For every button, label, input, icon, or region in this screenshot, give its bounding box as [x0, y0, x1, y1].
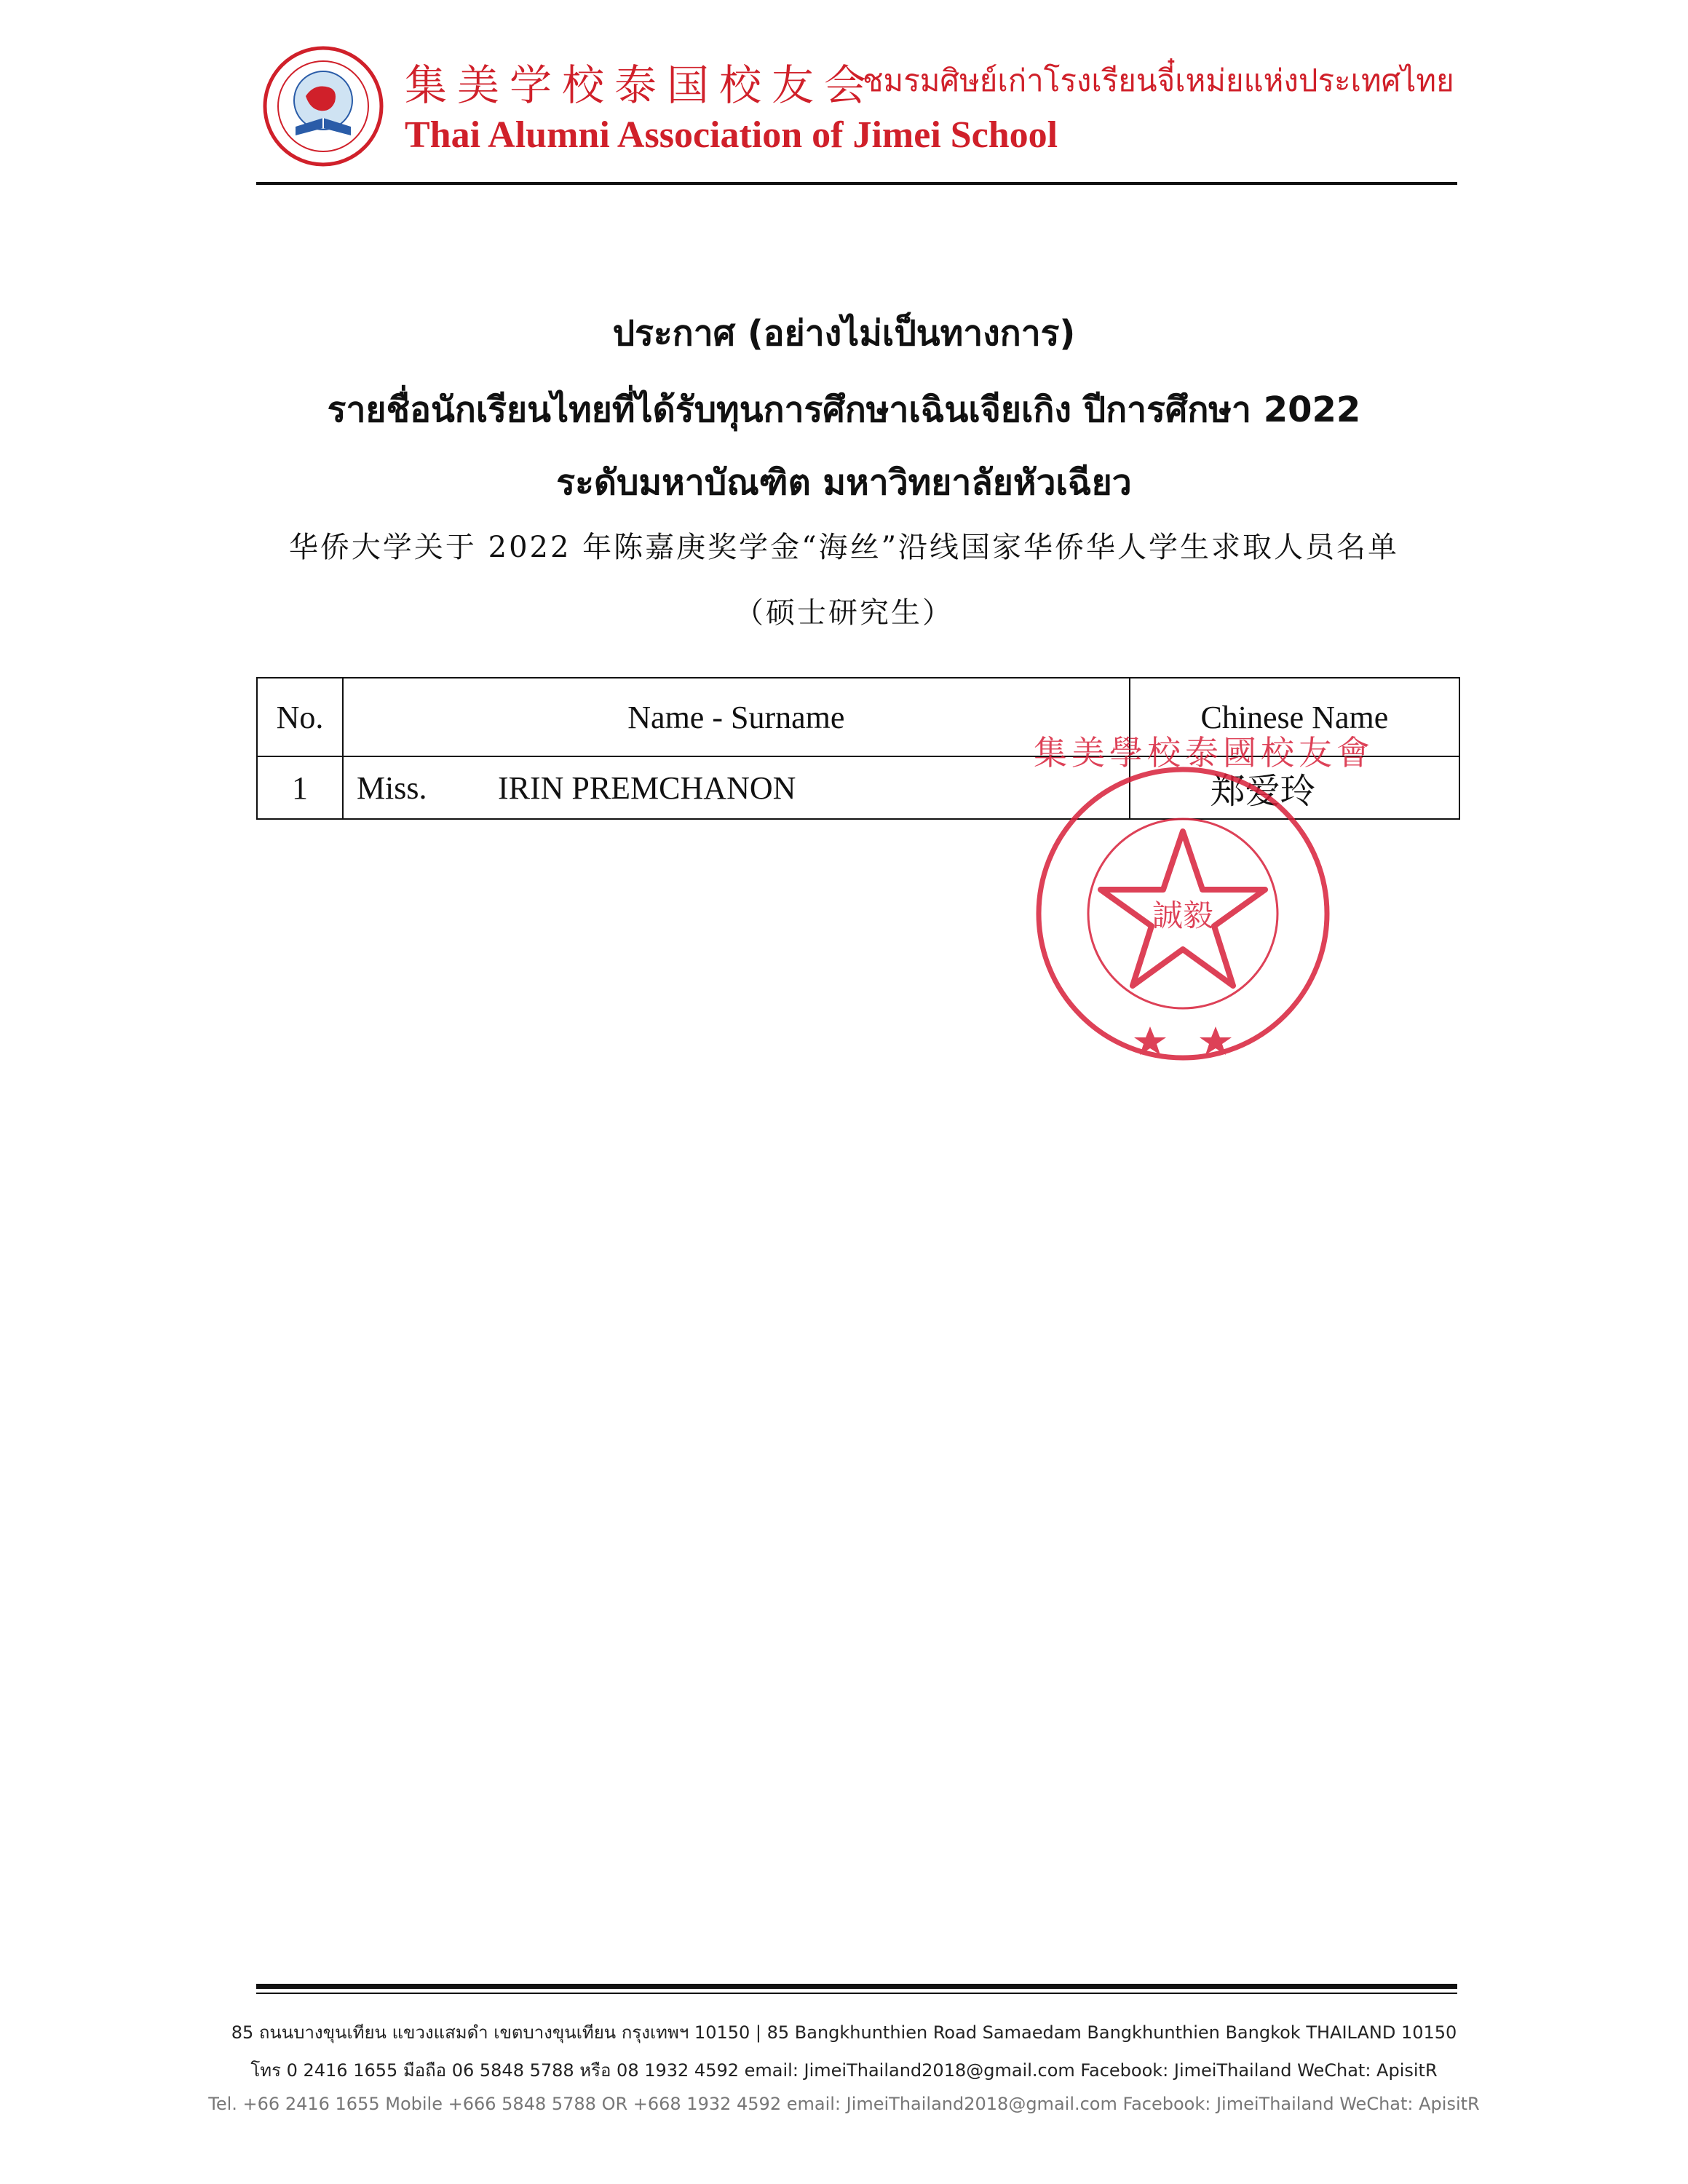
association-logo-icon [262, 45, 384, 167]
org-name-english: Thai Alumni Association of Jimei School [405, 114, 1058, 156]
row-title: Miss. [356, 769, 427, 806]
footer-contact-thai: โทร 0 2416 1655 มือถือ 06 5848 5788 หรือ 08 1932 4592 email: JimeiThailand2018@gmail.com Facebook: JimeiThailand WeChat: ApisitR [250, 2060, 1438, 2081]
row-no: 1 [257, 756, 343, 819]
header-no: No. [257, 678, 343, 756]
header-chinese-name: Chinese Name [1130, 678, 1459, 756]
seal-center-text: 誠毅 [1152, 898, 1214, 933]
org-name-chinese: 集美学校泰国校友会 [405, 60, 877, 110]
announcement-level-chinese: （硕士研究生） [734, 596, 954, 630]
footer-contact-english: Tel. +66 2416 1655 Mobile +666 5848 5788 OR +668 1932 4592 email: JimeiThailand2018@gmail.com Facebook: JimeiThailand WeChat: ApisitR [208, 2094, 1480, 2114]
row-name-cell [343, 756, 1130, 819]
footer-divider-thin [256, 1993, 1457, 1994]
announcement-level: ระดับมหาบัณฑิต มหาวิทยาลัยหัวเฉียว [556, 462, 1132, 503]
official-seal-icon [1034, 733, 1374, 1063]
announcement-title: ประกาศ (อย่างไม่เป็นทางการ) [612, 313, 1076, 354]
announcement-subtitle: รายชื่อนักเรียนไทยที่ได้รับทุนการศึกษาเฉินเจียเกิง ปีการศึกษา 2022 [327, 389, 1361, 430]
seal-small-stars-icon [1134, 1026, 1232, 1055]
footer-divider-thick [256, 1984, 1457, 1989]
header-name: Name - Surname [343, 678, 1130, 756]
footer-address: 85 ถนนบางขุนเทียน แขวงแสมดำ เขตบางขุนเทียน กรุงเทพฯ 10150 | 85 Bangkhunthien Road Samaedam Bangkhunthien Bangkok THAILAND 10150 [231, 2022, 1457, 2043]
seal-outer-text: 集美學校泰國校友會 [1034, 733, 1374, 772]
row-name: IRIN PREMCHANON [497, 769, 796, 806]
org-name-thai: ชมรมศิษย์เก่าโรงเรียนจี๋เหม่ยแห่งประเทศไทย [863, 63, 1454, 98]
header-divider [256, 182, 1457, 185]
announcement-title-chinese: 华侨大学关于 2022 年陈嘉庚奖学金“海丝”沿线国家华侨华人学生求取人员名单 [288, 531, 1400, 564]
row-chinese-name: 郑爱玲 [1130, 756, 1459, 819]
